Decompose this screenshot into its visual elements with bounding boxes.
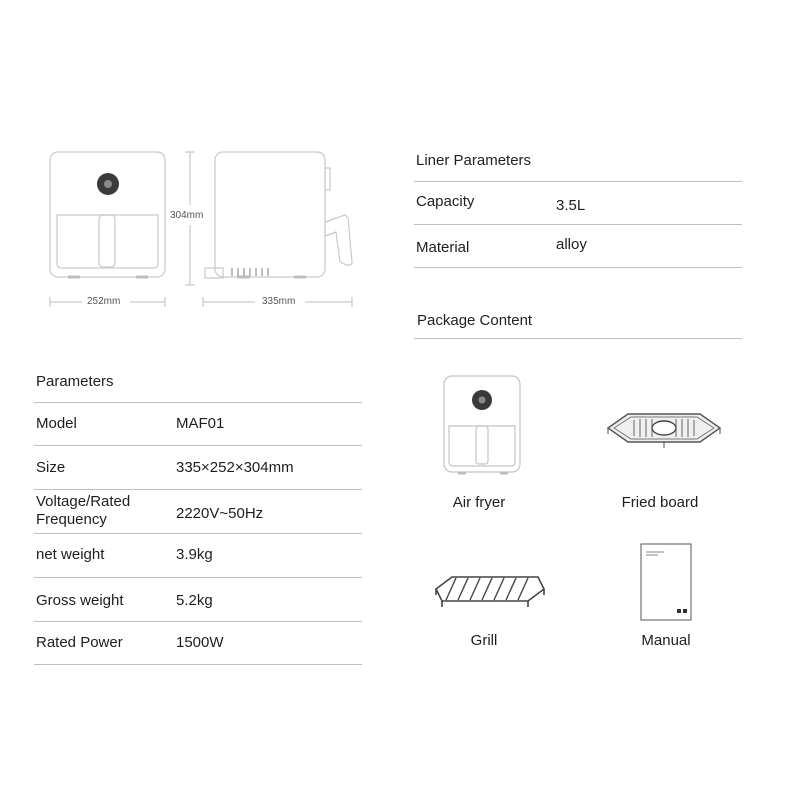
parameter-value: 2220V~50Hz [176, 505, 264, 522]
package-item-label: Fried board [621, 494, 699, 511]
package-item-label: Manual [641, 632, 691, 649]
divider [34, 577, 362, 578]
divider [34, 445, 362, 446]
liner-row-value: alloy [556, 236, 587, 253]
divider [414, 267, 742, 268]
package-content-title: Package Content [417, 312, 533, 329]
depth-dimension-label: 335mm [262, 296, 296, 307]
parameter-value: 1500W [176, 634, 224, 651]
divider [34, 402, 362, 403]
grill-icon [430, 573, 550, 613]
divider [34, 489, 362, 490]
divider [414, 338, 742, 339]
divider [34, 664, 362, 665]
width-dimension-label: 252mm [87, 296, 121, 307]
package-item-label: Air fryer [452, 494, 506, 511]
parameter-label: net weight [36, 546, 105, 563]
divider [414, 224, 742, 225]
parameter-label: Gross weight [36, 592, 124, 609]
manual-icon [640, 543, 692, 621]
parameter-label: Voltage/Rated Frequency [36, 493, 131, 528]
liner-parameters-title: Liner Parameters [416, 152, 532, 169]
divider [34, 621, 362, 622]
height-dimension-label: 304mm [170, 210, 204, 221]
parameter-label: Rated Power [36, 634, 123, 651]
liner-row-label: Material [416, 239, 470, 256]
package-item-label: Grill [470, 632, 498, 649]
parameter-label: Size [36, 459, 66, 476]
parameter-label: Model [36, 415, 77, 432]
liner-row-label: Capacity [416, 193, 475, 210]
parameters-title: Parameters [36, 373, 114, 390]
divider [414, 181, 742, 182]
parameter-value: 335×252×304mm [176, 459, 294, 476]
parameter-value: MAF01 [176, 415, 225, 432]
fried-board-icon [604, 410, 724, 450]
parameter-value: 5.2kg [176, 592, 213, 609]
divider [34, 533, 362, 534]
liner-row-value: 3.5L [556, 197, 586, 214]
parameter-value: 3.9kg [176, 546, 213, 563]
air-fryer-icon [440, 374, 530, 474]
